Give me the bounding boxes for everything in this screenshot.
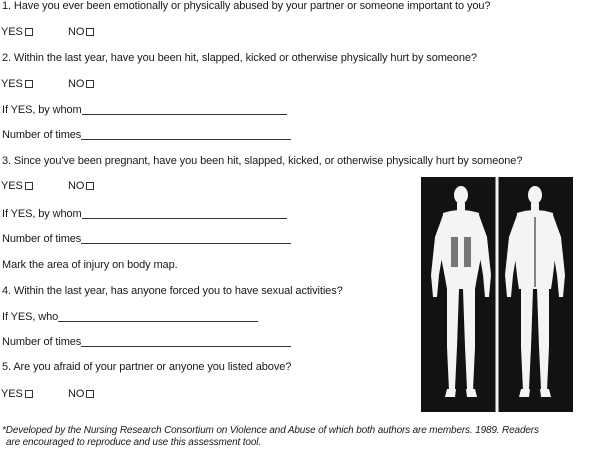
body-map[interactable]	[421, 177, 573, 412]
q1-yes-checkbox[interactable]	[25, 28, 33, 36]
q1-answer-row	[1, 26, 85, 39]
q3-no-label: NO	[68, 180, 85, 192]
q1-no-label: NO	[68, 26, 85, 38]
q2-no-checkbox[interactable]	[86, 80, 94, 88]
q3-by-whom-field[interactable]	[82, 208, 287, 219]
question-3: 3. Since you've been pregnant, have you been hit, slapped, kicked, or otherwise physically hurt by someone?	[2, 155, 523, 167]
q4-times-field[interactable]	[81, 336, 291, 347]
q2-yes-label: YES	[1, 78, 23, 90]
q5-no-label: NO	[68, 388, 85, 400]
footnote	[2, 425, 606, 449]
question-2: 2. Within the last year, have you been hit, slapped, kicked or otherwise physically hurt by someone?	[2, 52, 477, 64]
q3-yes-checkbox[interactable]	[25, 182, 33, 190]
footnote-line-2: are encouraged to reproduce and use this assessment tool.	[6, 437, 261, 448]
q2-by-whom-field[interactable]	[82, 104, 287, 115]
q1-yes-label: YES	[1, 26, 23, 38]
q2-times-label: Number of times	[2, 129, 82, 141]
q3-no-checkbox[interactable]	[86, 182, 94, 190]
footnote-line-1: *Developed by the Nursing Research Consortium on Violence and Abuse of which both authors are members. 1989. Readers	[2, 425, 539, 436]
q4-who-label: If YES, who	[2, 311, 59, 323]
q5-yes-label: YES	[1, 388, 23, 400]
q3-map-instruction: Mark the area of injury on body map.	[2, 259, 178, 271]
q1-no-checkbox[interactable]	[86, 28, 94, 36]
q3-by-whom-label: If YES, by whom	[2, 208, 82, 220]
q4-times-label: Number of times	[2, 336, 82, 348]
question-4: 4. Within the last year, has anyone forced you to have sexual activities?	[2, 285, 343, 297]
q5-yes-checkbox[interactable]	[25, 390, 33, 398]
q2-no-label: NO	[68, 78, 85, 90]
q2-answer-row	[1, 78, 85, 91]
q5-answer-row	[1, 388, 85, 401]
q2-by-whom-row	[2, 104, 287, 117]
q3-times-field[interactable]	[81, 233, 291, 244]
body-map-figures	[421, 177, 573, 412]
q3-times-label: Number of times	[2, 233, 82, 245]
q2-times-row	[2, 129, 291, 142]
q2-by-whom-label: If YES, by whom	[2, 104, 82, 116]
q4-times-row	[2, 336, 291, 349]
question-5: 5. Are you afraid of your partner or anyone you listed above?	[2, 361, 292, 373]
q4-who-field[interactable]	[58, 311, 258, 322]
q5-no-checkbox[interactable]	[86, 390, 94, 398]
q2-times-field[interactable]	[81, 129, 291, 140]
q3-answer-row	[1, 180, 85, 193]
q3-times-row	[2, 233, 291, 246]
q3-yes-label: YES	[1, 180, 23, 192]
q2-yes-checkbox[interactable]	[25, 80, 33, 88]
question-1: 1. Have you ever been emotionally or physically abused by your partner or someone important to you?	[2, 0, 491, 12]
q3-by-whom-row	[2, 208, 287, 221]
q4-who-row	[2, 311, 258, 324]
